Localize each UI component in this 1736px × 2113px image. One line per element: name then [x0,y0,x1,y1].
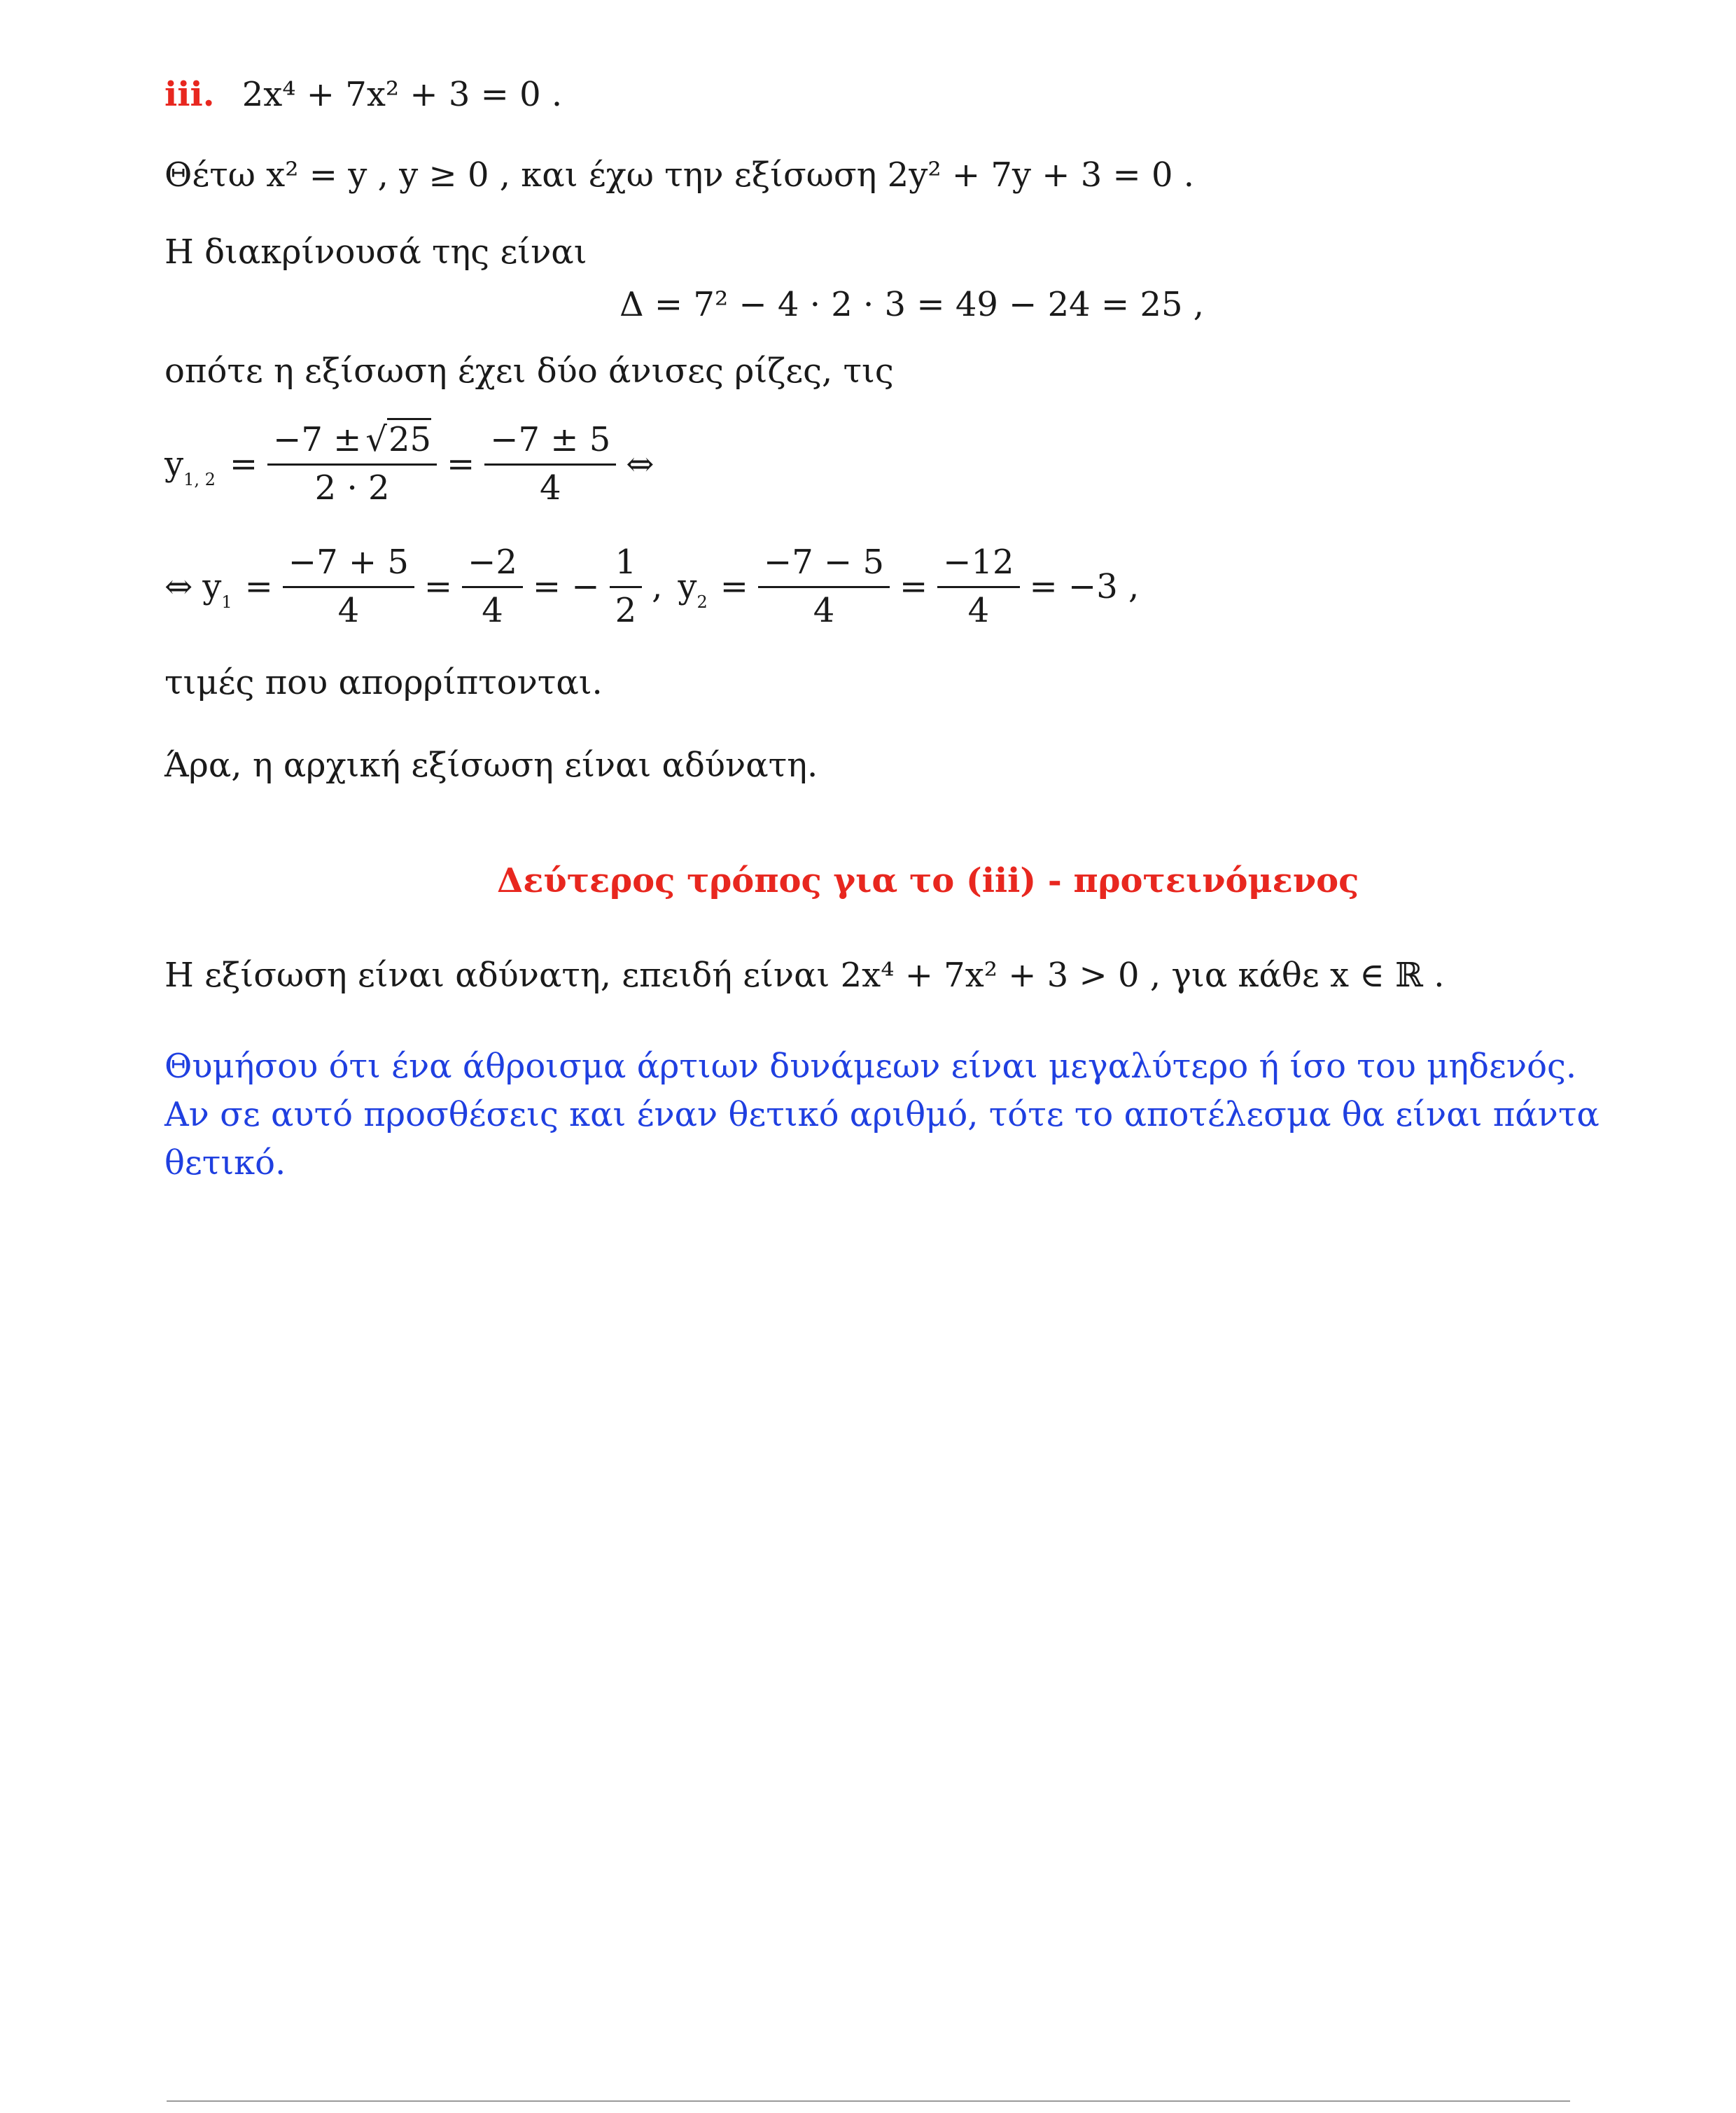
roots-lhs: $y_{1, 2}$ [164,444,216,489]
part-label: iii. [164,75,215,114]
roots-formula [164,420,654,508]
iff-symbol: ⇔ [164,566,193,606]
rejected-line: τιμές που απορρίπτονται. [164,663,603,702]
separator-comma: , [652,566,663,606]
iff-symbol: ⇔ [626,444,654,484]
fraction-y1-b: $\frac{-2}{4}$ [462,543,523,630]
fraction-quadratic: $\frac{-7 \pm √25}{2 \cdot 2}$ [267,420,437,508]
y2-final-value: = −3 , [1029,566,1140,606]
discriminant-intro: Η διακρίνουσά της είναι [164,232,587,272]
y2-label: $y_2$ [678,566,708,612]
y1-label: $y_1$ [202,566,232,612]
hint-line-1: Θυμήσου ότι ένα άθροισμα άρτιων δυνάμεων είναι μεγαλύτερο ή ίσο του μηδενός. [164,1047,1577,1086]
fraction-y2-b: $\frac{-12}{4}$ [937,543,1019,630]
fraction-simplified: $\frac{-7 \pm 5}{4}$ [484,420,616,508]
second-method-title: Δεύτερος τρόπος για το (iii) - προτεινόμενος [497,861,1359,900]
fraction-y1-a: $\frac{-7 + 5}{4}$ [283,543,414,630]
hint-line-2: Αν σε αυτό προσθέσεις και έναν θετικό αριθμό, τότε το αποτέλεσμα θα είναι πάντα [164,1095,1600,1134]
root-values: ⇔ $y_1$ = $\frac{-7 + 5}{4}$ = $\frac{-2}{4}$ = − $\frac{1}{2}$ , $y_2$ = $\frac{-7 - 5}{4}$ = $\frac{-12}{4}$ = −3 , [164,543,1140,630]
hint-line-3: θετικό. [164,1143,286,1183]
problem-header [164,74,562,116]
discriminant-formula: Δ = 7² − 4 · 2 · 3 = 49 − 24 = 25 , [620,285,1205,324]
conclusion-line: Άρα, η αρχική εξίσωση είναι αδύνατη. [164,746,818,785]
footer-rule [167,2100,1570,2102]
equals-minus: = − [532,566,600,606]
fraction-y2-a: $\frac{-7 - 5}{4}$ [758,543,890,630]
second-method-text: Η εξίσωση είναι αδύνατη, επειδή είναι 2x⁴ + 7x² + 3 > 0 , για κάθε x ∈ ℝ . [164,956,1445,995]
equals-sign: = [447,444,475,484]
equals-sign: = [229,444,258,484]
problem-equation: 2x⁴ + 7x² + 3 = 0 . [241,75,563,114]
roots-intro: οπότε η εξίσωση έχει δύο άνισες ρίζες, τις [164,351,894,391]
substitution-line: Θέτω x² = y , y ≥ 0 , και έχω την εξίσωση 2y² + 7y + 3 = 0 . [164,155,1195,195]
fraction-y1-c: $\frac{1}{2}$ [610,543,643,630]
